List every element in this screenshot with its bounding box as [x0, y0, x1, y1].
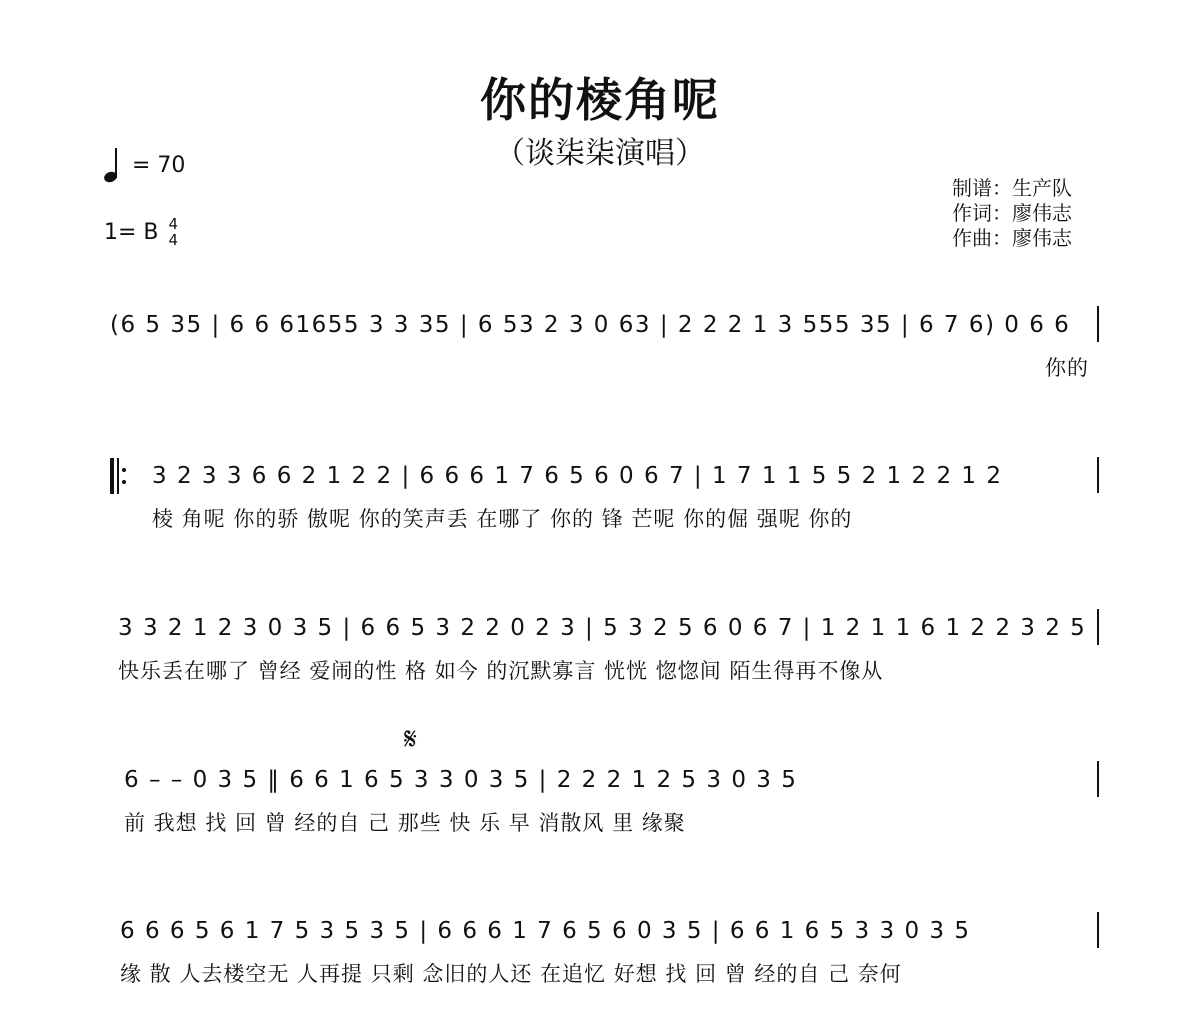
lyric-line: 你的: [1045, 356, 1089, 380]
lyric-line: 棱 角呢 你的骄 傲呢 你的笑声丢 在哪了 你的 锋 芒呢 你的倔 强呢 你的: [152, 507, 853, 531]
key-text: 1= B: [104, 219, 159, 245]
tempo-marking: [104, 148, 185, 182]
final-barline-row1: [1097, 306, 1099, 342]
notation-line: 6 6 6 5 6 1 7 5 3 5 3 5 | 6 6 6 1 7 6 5 6 0 3 5 | 6 6 1 6 5 3 3 0 3 5: [120, 918, 971, 944]
key-signature: [104, 216, 178, 248]
lyric-line: 缘 散 人去楼空无 人再提 只剩 念旧的人还 在追忆 好想 找 回 曾 经的自 己 奈何: [120, 962, 902, 986]
time-signature-top: 4: [168, 215, 179, 233]
segno-icon: 𝄋: [404, 722, 417, 757]
repeat-start-icon: [110, 458, 126, 494]
time-signature-bottom: 4: [168, 231, 179, 249]
time-signature: [169, 216, 179, 248]
credit-arranger: 制谱：生产队: [952, 176, 1072, 200]
song-title: 你的棱角呢: [480, 73, 720, 127]
notation-line: (6 5 35 | 6 6 61655 3 3 35 | 6 53 2 3 0 63 | 2 2 2 1 3 555 35 | 6 7 6) 0 6 6: [110, 312, 1071, 338]
final-barline-row2: [1097, 457, 1099, 493]
notation-line: 3 3 2 1 2 3 0 3 5 | 6 6 5 3 2 2 0 2 3 | 5 3 2 5 6 0 6 7 | 1 2 1 1 6 1 2 2 3 2 5: [118, 615, 1087, 641]
tempo-value: = 70: [132, 152, 186, 178]
credit-lyricist: 作词：廖伟志: [952, 201, 1072, 225]
quarter-note-icon: [104, 148, 120, 182]
final-barline-row3: [1097, 609, 1099, 645]
credits: [952, 176, 1072, 251]
notation-line: 6 – – 0 3 5 ‖ 6 6 1 6 5 3 3 0 3 5 | 2 2 2 1 2 5 3 0 3 5: [124, 767, 798, 793]
final-barline-row5: [1097, 912, 1099, 948]
credit-composer: 作曲：廖伟志: [952, 226, 1072, 250]
notation-line: 3 2 3 3 6 6 2 1 2 2 | 6 6 6 1 7 6 5 6 0 6 7 | 1 7 1 1 5 5 2 1 2 2 1 2: [152, 463, 1003, 489]
song-subtitle: （谈柒柒演唱）: [495, 136, 705, 171]
final-barline-row4: [1097, 761, 1099, 797]
lyric-line: 前 我想 找 回 曾 经的自 己 那些 快 乐 早 消散风 里 缘聚: [124, 811, 686, 835]
lyric-line: 快乐丢在哪了 曾经 爱闹的性 格 如今 的沉默寡言 恍恍 惚惚间 陌生得再不像从: [118, 659, 884, 683]
